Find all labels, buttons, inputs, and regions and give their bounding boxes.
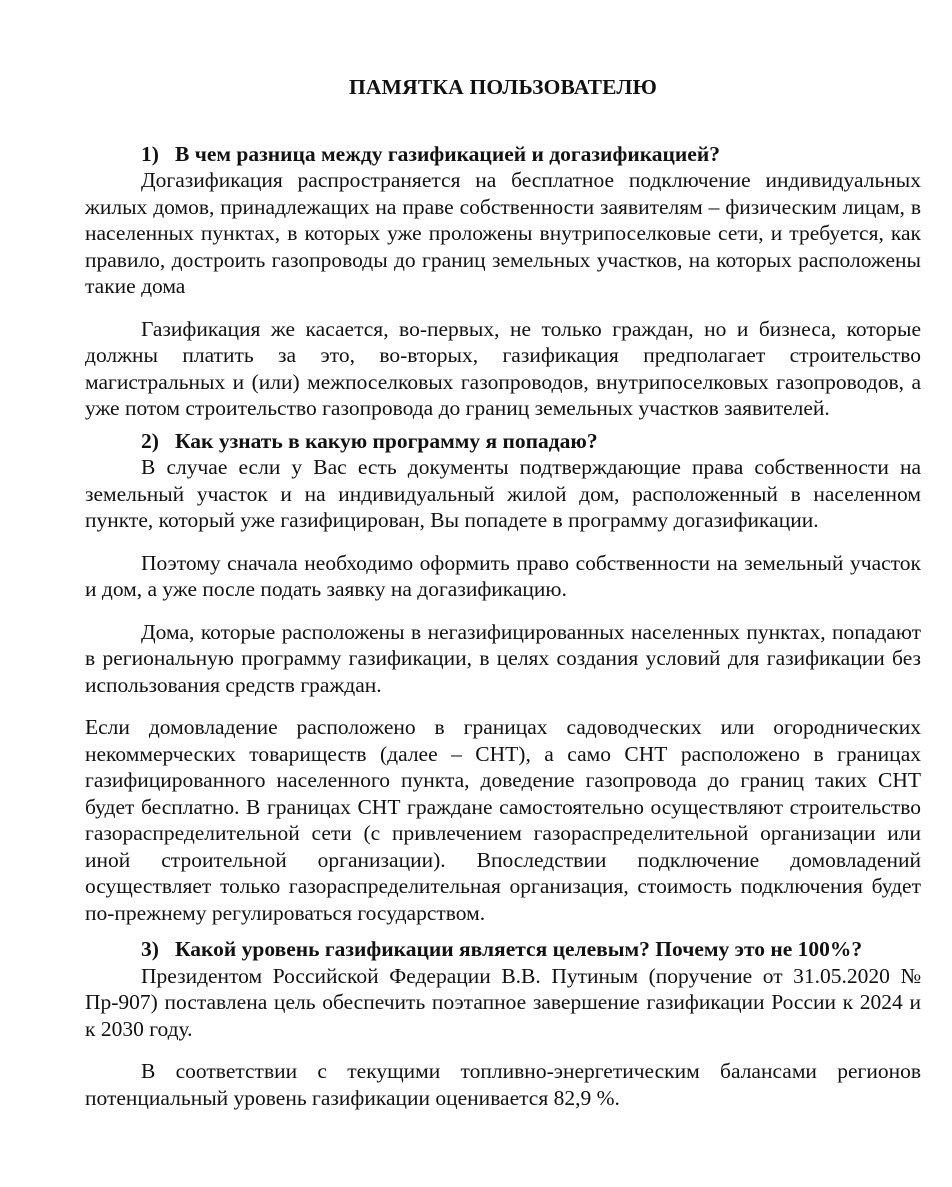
section-1-paragraph-2: Газификация же касается, во-первых, не только граждан, но и бизнеса, которые должны платить за это, во-вторых, газификация предполагает строительство магистральных и (или) межпоселковых газопроводов, внутрипоселковых газопроводов, а уже потом строительство газопровода до границ земельных участков заявителей. (85, 316, 921, 420)
section-2-heading-text: Как узнать в какую программу я попадаю? (175, 428, 598, 453)
section-3-paragraph-2: В соответствии с текущими топливно-энергетическим балансами регионов потенциальный уровень газификации оценивается 82,9 %. (85, 1059, 921, 1110)
document-page (85, 74, 921, 1111)
section-3-number: 3) (141, 937, 159, 961)
section-2-paragraph-1: В случае если у Вас есть документы подтверждающие права собственности на земельный участок и на индивидуальный жилой дом, расположенный в населенном пункте, который уже газифицирован, Вы попадете в программу догазификации. (85, 455, 921, 532)
section-2-paragraph-4: Если домовладение расположено в границах садоводческих или огороднических некоммерческих товариществ (далее – СНТ), а само СНТ расположено в границах газифицированного населенного пункта, доведение газопровода до границ таких СНТ будет бесплатно. В границах СНТ граждане самостоятельно осуществляют строительство газораспределительной сети (с привлечением газораспределительной организации или иной строительной организации). Впоследствии подключение домовладений осуществляет только газораспределительная организация, стоимость подключения будет по-прежнему регулироваться государством. (85, 715, 921, 925)
section-1-heading-text: В чем разница между газификацией и догазификацией? (175, 141, 720, 166)
section-3-paragraph-1: Президентом Российской Федерации В.В. Путиным (поручение от 31.05.2020 № Пр-907) поставлена цель обеспечить поэтапное завершение газификации России к 2024 и к 2030 году. (85, 963, 921, 1041)
section-3-heading (85, 936, 921, 963)
section-2-paragraph-3: Дома, которые расположены в негазифицированных населенных пунктах, попадают в региональную программу газификации, в целях создания условий для газификации без использования средств граждан. (85, 619, 921, 697)
section-1-heading (85, 141, 921, 168)
section-3-heading-text: Какой уровень газификации является целевым? Почему это не 100%? (175, 937, 863, 961)
section-1-paragraph-1: Догазификация распространяется на бесплатное подключение индивидуальных жилых домов, принадлежащих на праве собственности заявителям – физическим лицам, в населенных пунктах, в которых уже проложены внутрипоселковые сети, и требуется, как правило, достроить газопроводы до границ земельных участков, на которых расположены такие дома (85, 168, 921, 298)
section-2-number: 2) (141, 428, 159, 453)
section-2-paragraph-2: Поэтому сначала необходимо оформить право собственности на земельный участок и дом, а уже после подать заявку на догазификацию. (85, 550, 921, 601)
section-2-heading (85, 428, 921, 455)
document-title: ПАМЯТКА ПОЛЬЗОВАТЕЛЮ (348, 75, 657, 99)
section-1-number: 1) (141, 141, 159, 166)
